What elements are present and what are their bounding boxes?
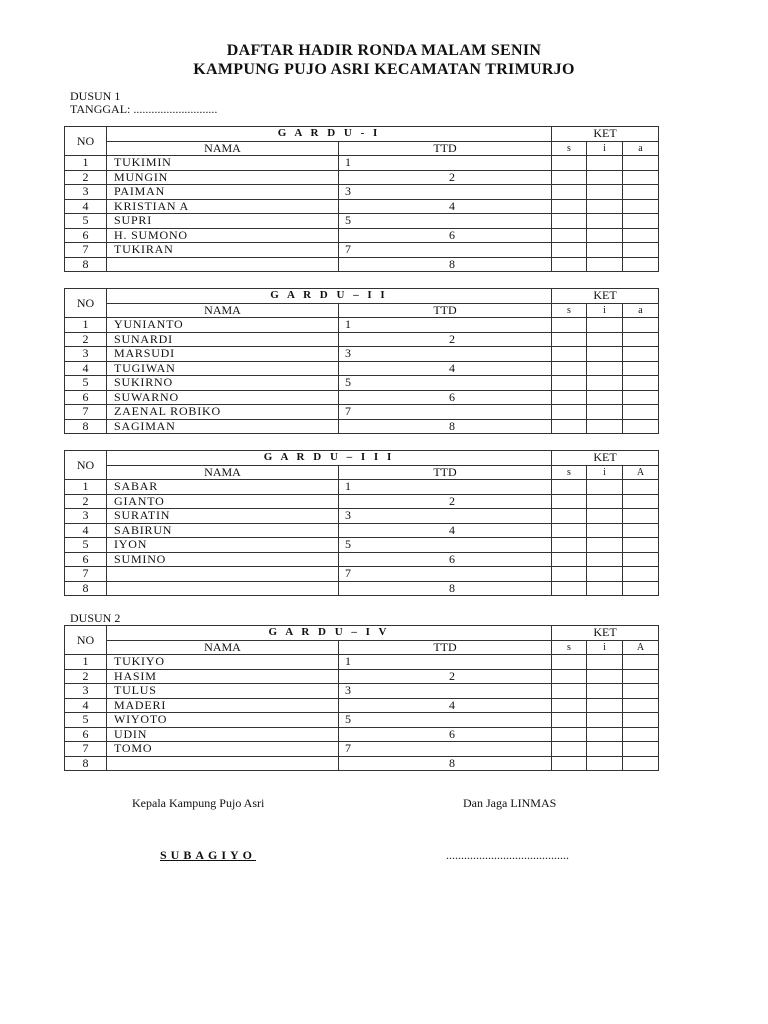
signature-right-title: Dan Jaga LINMAS xyxy=(463,796,557,810)
ket-a-cell xyxy=(623,727,659,742)
ket-a-cell xyxy=(623,376,659,391)
member-name xyxy=(107,567,339,582)
ket-a-cell xyxy=(623,214,659,229)
ket-i-cell xyxy=(587,523,623,538)
signature-slot: 7 xyxy=(339,567,552,582)
ket-s-cell xyxy=(552,156,587,171)
signature-slot: 1 xyxy=(339,318,552,333)
ket-sakit-header: s xyxy=(552,141,587,156)
ket-i-cell xyxy=(587,243,623,258)
row-number: 8 xyxy=(65,756,107,771)
row-number: 4 xyxy=(65,698,107,713)
member-name: SURATIN xyxy=(107,509,339,524)
ket-s-cell xyxy=(552,170,587,185)
ket-i-cell xyxy=(587,156,623,171)
ket-alpa-header: A xyxy=(623,640,659,655)
signature-slot: 5 xyxy=(339,538,552,553)
ket-s-cell xyxy=(552,742,587,757)
row-number: 8 xyxy=(65,419,107,434)
table-row xyxy=(65,523,659,538)
column-header-ttd: TTD xyxy=(339,465,552,480)
row-number: 1 xyxy=(65,156,107,171)
member-name xyxy=(107,756,339,771)
table-row xyxy=(65,494,659,509)
table-row xyxy=(65,669,659,684)
signature-slot: 1 xyxy=(339,156,552,171)
table-row xyxy=(65,318,659,333)
ket-a-cell xyxy=(623,581,659,596)
ket-izin-header: i xyxy=(587,465,623,480)
ket-a-cell xyxy=(623,257,659,272)
table-row xyxy=(65,419,659,434)
ket-s-cell xyxy=(552,257,587,272)
ket-a-cell xyxy=(623,170,659,185)
row-number: 5 xyxy=(65,538,107,553)
signature-slot: 3 xyxy=(339,684,552,699)
ket-i-cell xyxy=(587,347,623,362)
column-header-no: NO xyxy=(65,289,107,318)
member-name: MADERI xyxy=(107,698,339,713)
row-number: 2 xyxy=(65,332,107,347)
row-number: 6 xyxy=(65,727,107,742)
ket-i-cell xyxy=(587,376,623,391)
ket-sakit-header: s xyxy=(552,303,587,318)
ket-i-cell xyxy=(587,509,623,524)
table-row xyxy=(65,332,659,347)
signature-slot: 6 xyxy=(339,390,552,405)
ket-a-cell xyxy=(623,698,659,713)
column-header-nama: NAMA xyxy=(107,640,339,655)
gardu-title: G A R D U – I V xyxy=(107,626,552,641)
table-row xyxy=(65,727,659,742)
ket-i-cell xyxy=(587,332,623,347)
dusun-1-label: DUSUN 1 xyxy=(70,89,121,103)
member-name: TUKIRAN xyxy=(107,243,339,258)
ket-s-cell xyxy=(552,713,587,728)
ket-s-cell xyxy=(552,390,587,405)
signature-slot: 7 xyxy=(339,742,552,757)
table-row xyxy=(65,405,659,420)
ket-a-cell xyxy=(623,538,659,553)
table-row xyxy=(65,538,659,553)
member-name: SUPRI xyxy=(107,214,339,229)
ket-i-cell xyxy=(587,228,623,243)
ket-izin-header: i xyxy=(587,303,623,318)
table-row xyxy=(65,243,659,258)
ket-i-cell xyxy=(587,405,623,420)
gardu-table-3 xyxy=(64,450,659,596)
ket-s-cell xyxy=(552,727,587,742)
ket-s-cell xyxy=(552,480,587,495)
signature-slot: 2 xyxy=(339,669,552,684)
signature-slot: 1 xyxy=(339,480,552,495)
table-row xyxy=(65,552,659,567)
ket-s-cell xyxy=(552,419,587,434)
column-header-ket: KET xyxy=(552,289,659,304)
column-header-nama: NAMA xyxy=(107,303,339,318)
ket-s-cell xyxy=(552,185,587,200)
signature-slot: 3 xyxy=(339,185,552,200)
table-row xyxy=(65,170,659,185)
row-number: 3 xyxy=(65,185,107,200)
ket-s-cell xyxy=(552,655,587,670)
ket-s-cell xyxy=(552,332,587,347)
table-row xyxy=(65,684,659,699)
ket-a-cell xyxy=(623,361,659,376)
member-name: TULUS xyxy=(107,684,339,699)
ket-i-cell xyxy=(587,480,623,495)
member-name: HASIM xyxy=(107,669,339,684)
ket-a-cell xyxy=(623,199,659,214)
ket-a-cell xyxy=(623,390,659,405)
ket-s-cell xyxy=(552,756,587,771)
signature-slot: 3 xyxy=(339,509,552,524)
column-header-ttd: TTD xyxy=(339,303,552,318)
member-name: WIYOTO xyxy=(107,713,339,728)
column-header-no: NO xyxy=(65,127,107,156)
table-row xyxy=(65,185,659,200)
column-header-ket: KET xyxy=(552,451,659,466)
member-name: TUKIYO xyxy=(107,655,339,670)
column-header-nama: NAMA xyxy=(107,465,339,480)
table-row xyxy=(65,257,659,272)
row-number: 1 xyxy=(65,480,107,495)
ket-i-cell xyxy=(587,538,623,553)
table-row xyxy=(65,742,659,757)
signature-slot: 8 xyxy=(339,257,552,272)
row-number: 6 xyxy=(65,390,107,405)
column-header-ttd: TTD xyxy=(339,640,552,655)
ket-i-cell xyxy=(587,698,623,713)
ket-a-cell xyxy=(623,567,659,582)
signature-slot: 3 xyxy=(339,347,552,362)
ket-izin-header: i xyxy=(587,640,623,655)
ket-i-cell xyxy=(587,257,623,272)
signature-left-title: Kepala Kampung Pujo Asri xyxy=(132,796,265,810)
ket-i-cell xyxy=(587,581,623,596)
member-name: GIANTO xyxy=(107,494,339,509)
signature-left-name: SUBAGIYO xyxy=(160,848,257,862)
ket-a-cell xyxy=(623,228,659,243)
ket-a-cell xyxy=(623,509,659,524)
signature-slot: 5 xyxy=(339,376,552,391)
ket-sakit-header: s xyxy=(552,465,587,480)
ket-a-cell xyxy=(623,332,659,347)
row-number: 3 xyxy=(65,347,107,362)
ket-i-cell xyxy=(587,419,623,434)
table-row xyxy=(65,156,659,171)
row-number: 8 xyxy=(65,581,107,596)
table-row xyxy=(65,713,659,728)
ket-s-cell xyxy=(552,361,587,376)
signature-slot: 2 xyxy=(339,170,552,185)
member-name: TUKIMIN xyxy=(107,156,339,171)
table-row xyxy=(65,509,659,524)
member-name: UDIN xyxy=(107,727,339,742)
table-row xyxy=(65,390,659,405)
ket-sakit-header: s xyxy=(552,640,587,655)
ket-i-cell xyxy=(587,742,623,757)
table-row xyxy=(65,655,659,670)
ket-s-cell xyxy=(552,214,587,229)
signature-slot: 8 xyxy=(339,581,552,596)
table-row xyxy=(65,199,659,214)
row-number: 8 xyxy=(65,257,107,272)
signature-slot: 8 xyxy=(339,756,552,771)
ket-i-cell xyxy=(587,655,623,670)
member-name xyxy=(107,257,339,272)
member-name: KRISTIAN A xyxy=(107,199,339,214)
table-row xyxy=(65,698,659,713)
gardu-title: G A R D U – I I I xyxy=(107,451,552,466)
gardu-table-1 xyxy=(64,126,659,272)
row-number: 1 xyxy=(65,655,107,670)
member-name xyxy=(107,581,339,596)
table-row xyxy=(65,756,659,771)
signature-slot: 4 xyxy=(339,523,552,538)
row-number: 1 xyxy=(65,318,107,333)
ket-a-cell xyxy=(623,523,659,538)
table-row xyxy=(65,214,659,229)
tanggal-label: TANGGAL: ............................ xyxy=(70,102,218,116)
member-name: PAIMAN xyxy=(107,185,339,200)
signature-slot: 6 xyxy=(339,727,552,742)
row-number: 2 xyxy=(65,494,107,509)
signature-slot: 4 xyxy=(339,698,552,713)
ket-s-cell xyxy=(552,552,587,567)
row-number: 4 xyxy=(65,523,107,538)
member-name: SUWARNO xyxy=(107,390,339,405)
ket-i-cell xyxy=(587,170,623,185)
ket-s-cell xyxy=(552,243,587,258)
table-row xyxy=(65,480,659,495)
signature-slot: 4 xyxy=(339,199,552,214)
ket-s-cell xyxy=(552,376,587,391)
row-number: 2 xyxy=(65,669,107,684)
table-row xyxy=(65,361,659,376)
ket-a-cell xyxy=(623,318,659,333)
table-row xyxy=(65,581,659,596)
ket-a-cell xyxy=(623,655,659,670)
member-name: ZAENAL ROBIKO xyxy=(107,405,339,420)
row-number: 3 xyxy=(65,509,107,524)
ket-s-cell xyxy=(552,199,587,214)
column-header-no: NO xyxy=(65,626,107,655)
row-number: 5 xyxy=(65,376,107,391)
dusun-2-label: DUSUN 2 xyxy=(70,611,121,625)
gardu-table-4 xyxy=(64,625,659,771)
row-number: 4 xyxy=(65,199,107,214)
row-number: 6 xyxy=(65,228,107,243)
member-name: H. SUMONO xyxy=(107,228,339,243)
ket-s-cell xyxy=(552,669,587,684)
ket-a-cell xyxy=(623,405,659,420)
ket-alpa-header: a xyxy=(623,141,659,156)
signature-slot: 5 xyxy=(339,214,552,229)
member-name: SUMINO xyxy=(107,552,339,567)
column-header-ket: KET xyxy=(552,127,659,142)
ket-alpa-header: a xyxy=(623,303,659,318)
column-header-nama: NAMA xyxy=(107,141,339,156)
table-row xyxy=(65,376,659,391)
member-name: SABIRUN xyxy=(107,523,339,538)
row-number: 7 xyxy=(65,567,107,582)
row-number: 6 xyxy=(65,552,107,567)
ket-i-cell xyxy=(587,727,623,742)
member-name: IYON xyxy=(107,538,339,553)
row-number: 7 xyxy=(65,243,107,258)
ket-s-cell xyxy=(552,228,587,243)
row-number: 2 xyxy=(65,170,107,185)
column-header-ttd: TTD xyxy=(339,141,552,156)
member-name: YUNIANTO xyxy=(107,318,339,333)
ket-a-cell xyxy=(623,480,659,495)
row-number: 3 xyxy=(65,684,107,699)
member-name: TUGIWAN xyxy=(107,361,339,376)
row-number: 7 xyxy=(65,742,107,757)
ket-a-cell xyxy=(623,756,659,771)
gardu-title: G A R D U – I I xyxy=(107,289,552,304)
column-header-ket: KET xyxy=(552,626,659,641)
ket-a-cell xyxy=(623,684,659,699)
member-name: SAGIMAN xyxy=(107,419,339,434)
member-name: SABAR xyxy=(107,480,339,495)
ket-s-cell xyxy=(552,581,587,596)
member-name: SUNARDI xyxy=(107,332,339,347)
ket-s-cell xyxy=(552,538,587,553)
table-row xyxy=(65,567,659,582)
ket-i-cell xyxy=(587,361,623,376)
member-name: MARSUDI xyxy=(107,347,339,362)
ket-i-cell xyxy=(587,214,623,229)
signature-slot: 2 xyxy=(339,332,552,347)
ket-a-cell xyxy=(623,185,659,200)
member-name: TOMO xyxy=(107,742,339,757)
row-number: 4 xyxy=(65,361,107,376)
signature-slot: 1 xyxy=(339,655,552,670)
signature-slot: 4 xyxy=(339,361,552,376)
ket-s-cell xyxy=(552,318,587,333)
ket-a-cell xyxy=(623,742,659,757)
ket-s-cell xyxy=(552,509,587,524)
member-name: SUKIRNO xyxy=(107,376,339,391)
ket-s-cell xyxy=(552,405,587,420)
signature-slot: 6 xyxy=(339,552,552,567)
document-title-line-1: DAFTAR HADIR RONDA MALAM SENIN xyxy=(226,42,542,59)
ket-s-cell xyxy=(552,567,587,582)
ket-a-cell xyxy=(623,713,659,728)
table-row xyxy=(65,347,659,362)
ket-i-cell xyxy=(587,199,623,214)
row-number: 5 xyxy=(65,713,107,728)
ket-i-cell xyxy=(587,318,623,333)
ket-s-cell xyxy=(552,523,587,538)
ket-a-cell xyxy=(623,552,659,567)
row-number: 7 xyxy=(65,405,107,420)
ket-i-cell xyxy=(587,669,623,684)
column-header-no: NO xyxy=(65,451,107,480)
ket-s-cell xyxy=(552,347,587,362)
ket-i-cell xyxy=(587,390,623,405)
gardu-title: G A R D U - I xyxy=(107,127,552,142)
ket-i-cell xyxy=(587,756,623,771)
signature-slot: 5 xyxy=(339,713,552,728)
ket-s-cell xyxy=(552,684,587,699)
ket-a-cell xyxy=(623,494,659,509)
ket-a-cell xyxy=(623,419,659,434)
row-number: 5 xyxy=(65,214,107,229)
ket-i-cell xyxy=(587,684,623,699)
signature-slot: 7 xyxy=(339,405,552,420)
ket-i-cell xyxy=(587,494,623,509)
ket-a-cell xyxy=(623,156,659,171)
ket-s-cell xyxy=(552,698,587,713)
ket-i-cell xyxy=(587,713,623,728)
ket-izin-header: i xyxy=(587,141,623,156)
ket-i-cell xyxy=(587,552,623,567)
member-name: MUNGIN xyxy=(107,170,339,185)
signature-slot: 8 xyxy=(339,419,552,434)
signature-right-blank: ......................................... xyxy=(446,848,569,862)
ket-a-cell xyxy=(623,669,659,684)
signature-slot: 6 xyxy=(339,228,552,243)
gardu-table-2 xyxy=(64,288,659,434)
signature-slot: 7 xyxy=(339,243,552,258)
ket-a-cell xyxy=(623,243,659,258)
table-row xyxy=(65,228,659,243)
ket-a-cell xyxy=(623,347,659,362)
ket-i-cell xyxy=(587,567,623,582)
signature-slot: 2 xyxy=(339,494,552,509)
document-title-line-2: KAMPUNG PUJO ASRI KECAMATAN TRIMURJO xyxy=(193,61,575,78)
ket-s-cell xyxy=(552,494,587,509)
ket-i-cell xyxy=(587,185,623,200)
ket-alpa-header: A xyxy=(623,465,659,480)
